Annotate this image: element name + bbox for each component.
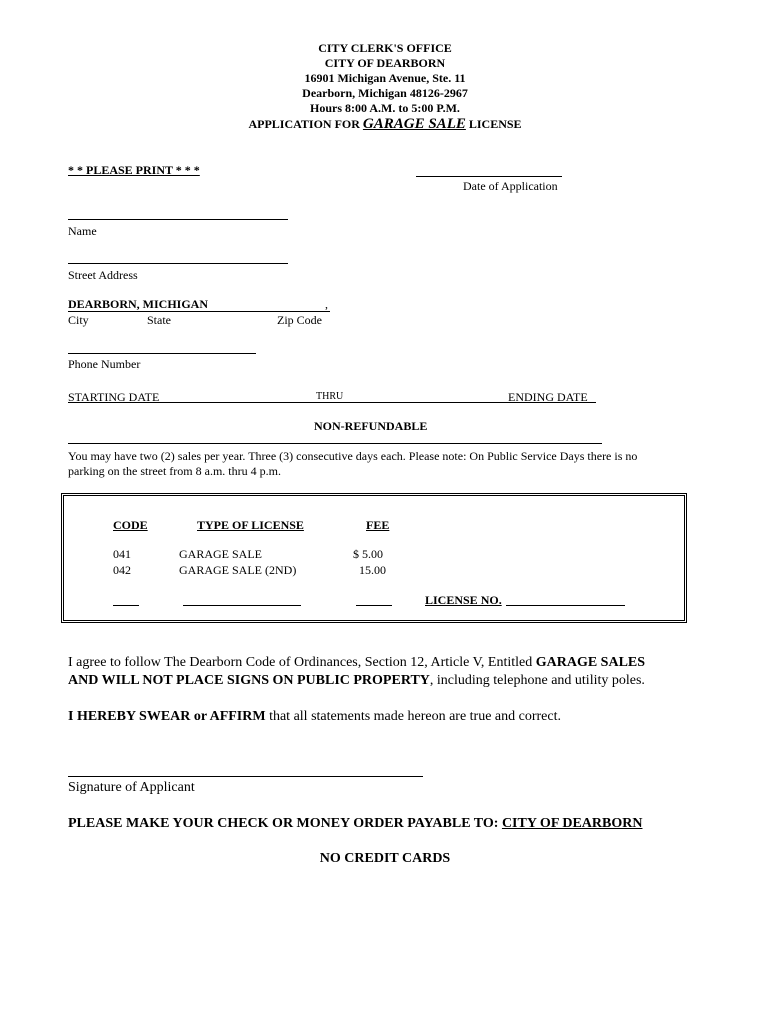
- fee-header: FEE: [366, 518, 390, 532]
- row-2-fee: 15.00: [359, 563, 386, 577]
- street-address-field[interactable]: [68, 263, 288, 264]
- row-2-type: GARAGE SALE (2ND): [179, 563, 297, 577]
- divider-line: [68, 443, 602, 444]
- date-of-application-label: Date of Application: [463, 179, 558, 193]
- thru-label: THRU: [316, 391, 344, 402]
- type-header: TYPE OF LICENSE: [197, 518, 304, 532]
- row-1-type: GARAGE SALE: [179, 547, 262, 561]
- office-hours: Hours 8:00 A.M. to 5:00 P.M.: [310, 101, 460, 115]
- agreement-line-2: [68, 673, 645, 689]
- signature-field[interactable]: [68, 776, 423, 777]
- comma: ,: [325, 297, 328, 311]
- form-title-emphasis: GARAGE SALE: [362, 116, 466, 132]
- ending-date-label: ENDING DATE: [508, 390, 588, 404]
- note-line-2: parking on the street from 8 a.m. thru 4 p.m.: [68, 464, 281, 478]
- row-1-fee: $ 5.00: [353, 547, 383, 561]
- note-line-1: You may have two (2) sales per year. Three (3) consecutive days each. Please note: On Public Service Days there is no: [68, 449, 638, 463]
- agreement-end: , including telephone and utility poles.: [429, 673, 645, 688]
- city-value: DEARBORN, MICHIGAN: [68, 297, 209, 311]
- phone-number-label: Phone Number: [68, 357, 141, 371]
- code-header: CODE: [113, 518, 148, 532]
- swear-bold: I HEREBY SWEAR or AFFIRM: [68, 709, 266, 724]
- fee-blank[interactable]: [356, 605, 392, 606]
- agreement-bold-b: AND WILL NOT PLACE SIGNS ON PUBLIC PROPERTY: [68, 673, 430, 688]
- city-state-zip-field[interactable]: [68, 311, 330, 312]
- license-no-field[interactable]: [506, 605, 625, 606]
- please-print: * * PLEASE PRINT * * *: [68, 163, 200, 177]
- street-address-label: Street Address: [68, 268, 138, 282]
- city-label: City: [68, 313, 89, 327]
- swear-text: that all statements made hereon are true and correct.: [269, 709, 561, 724]
- date-of-application-field[interactable]: [416, 176, 562, 177]
- phone-number-field[interactable]: [68, 353, 256, 354]
- name-label: Name: [68, 224, 97, 238]
- payable-statement: [68, 816, 642, 832]
- form-title: [0, 116, 770, 133]
- signature-label: Signature of Applicant: [68, 780, 195, 795]
- state-label: State: [147, 313, 171, 327]
- office-title: CITY CLERK'S OFFICE: [318, 41, 452, 55]
- office-city-state: Dearborn, Michigan 48126-2967: [302, 86, 468, 100]
- form-title-prefix: APPLICATION FOR: [248, 117, 360, 131]
- agreement-line-1: [68, 655, 645, 671]
- city-title: CITY OF DEARBORN: [324, 56, 446, 70]
- non-refundable: NON-REFUNDABLE: [314, 419, 428, 433]
- payable-text: PLEASE MAKE YOUR CHECK OR MONEY ORDER PAYABLE TO:: [68, 816, 499, 831]
- row-1-code: 041: [113, 547, 131, 561]
- agreement-text: I agree to follow The Dearborn Code of Ordinances, Section 12, Article V, Entitled: [68, 655, 533, 670]
- row-2-code: 042: [113, 563, 131, 577]
- office-street: 16901 Michigan Avenue, Ste. 11: [304, 71, 466, 85]
- license-no-label: LICENSE NO.: [425, 593, 502, 607]
- payable-to: CITY OF DEARBORN: [501, 816, 643, 831]
- form-title-suffix: LICENSE: [468, 117, 522, 131]
- no-credit-cards: NO CREDIT CARDS: [319, 851, 451, 866]
- name-field[interactable]: [68, 219, 288, 220]
- zip-code-label: Zip Code: [277, 313, 322, 327]
- type-blank[interactable]: [183, 605, 301, 606]
- code-blank[interactable]: [113, 605, 139, 606]
- swear-statement: [68, 709, 561, 725]
- agreement-bold-a: GARAGE SALES: [535, 655, 646, 670]
- starting-date-label: STARTING DATE: [68, 390, 160, 404]
